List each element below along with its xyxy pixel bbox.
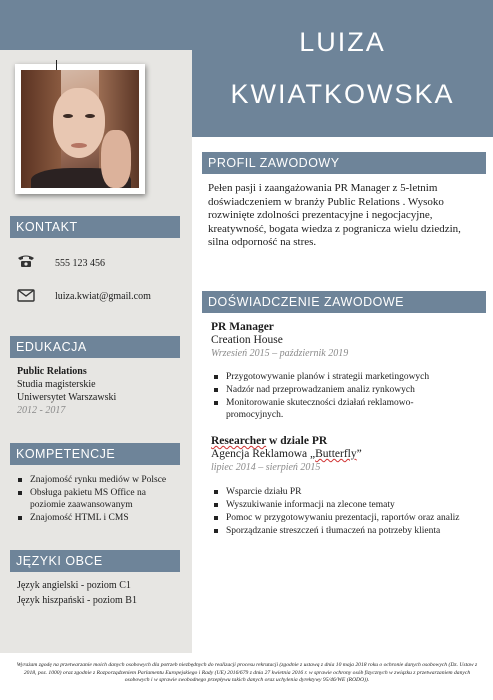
portrait-image <box>21 70 139 188</box>
education-school: Uniwersytet Warszawski <box>17 392 117 403</box>
job-dates: lipiec 2014 – sierpień 2015 <box>211 462 321 473</box>
name-header <box>192 0 493 137</box>
job-company: Creation House <box>211 334 283 346</box>
job-dates: Wrzesień 2015 – październik 2019 <box>211 348 349 359</box>
job-title-rest: w dziale PR <box>266 435 328 447</box>
education-heading: EDUKACJA <box>10 336 180 358</box>
list-item: Znajomość rynku mediów w Polsce <box>16 474 181 486</box>
contact-email[interactable]: luiza.kwiat@gmail.com <box>55 291 151 302</box>
contact-heading: KONTAKT <box>10 216 180 238</box>
first-name: LUIZA <box>299 27 386 57</box>
list-item: Przygotowywanie planów i strategii marketingowych <box>212 371 452 383</box>
list-item: Monitorowanie skuteczności działań reklamowo-promocyjnych. <box>212 397 452 421</box>
education-field: Public Relations <box>17 366 87 377</box>
language-item: Język hiszpański - poziom B1 <box>17 595 137 606</box>
last-name: KWIATKOWSKA <box>230 79 455 109</box>
list-item: Nadzór nad przeprowadzaniem analiz rynkowych <box>212 384 452 396</box>
gdpr-clause: Wyrażam zgodę na przetwarzanie moich danych osobowych dla potrzeb niezbędnych do realizacji procesu rekrutacji (zgodnie z ustawą z dnia 10 maja 2018 roku o ochronie danych osobowych (Dz. Ustaw z 2018, poz. 1000) oraz zgodnie z Rozporządzeniem Parlamentu Europejskiego i Rady (UE) 2016/679 z dnia 27 kwietnia 2016 r. w sprawie ochrony osób fizycznych w związku z przetwarzaniem danych osobowych i w sprawie swobodnego przepływu takich danych oraz uchylenia dyrektywy 95/46/WE (RODO)). <box>16 662 478 683</box>
mail-icon <box>17 288 35 302</box>
job-title <box>211 435 327 448</box>
job-company: Agencja Reklamowa „Butterfly” <box>211 448 362 460</box>
language-item: Język angielski - poziom C1 <box>17 580 131 591</box>
job-title-word: Researcher <box>211 435 267 447</box>
phone-icon <box>17 254 35 268</box>
skills-list <box>16 474 181 525</box>
contact-phone: 555 123 456 <box>55 258 105 269</box>
list-item: Wyszukiwanie informacji na zlecone tematy <box>212 499 484 511</box>
list-item: Pomoc w przygotowywaniu prezentacji, raportów oraz analiz <box>212 512 484 524</box>
education-degree: Studia magisterskie <box>17 379 96 390</box>
skills-heading: KOMPETENCJE <box>10 443 180 465</box>
job-duties <box>212 486 484 538</box>
job-title: PR Manager <box>211 321 274 333</box>
education-years: 2012 - 2017 <box>17 405 66 416</box>
experience-heading: DOŚWIADCZENIE ZAWODOWE <box>202 291 486 313</box>
languages-heading: JĘZYKI OBCE <box>10 550 180 572</box>
profile-heading: PROFIL ZAWODOWY <box>202 152 486 174</box>
list-item: Sporządzanie streszczeń i tłumaczeń na potrzeby klienta <box>212 525 484 537</box>
list-item: Znajomość HTML i CMS <box>16 512 181 524</box>
job-duties <box>212 371 452 422</box>
list-item: Obsługa pakietu MS Office na poziomie zaawansowanym <box>16 487 181 511</box>
list-item: Wsparcie działu PR <box>212 486 484 498</box>
profile-text: Pełen pasji i zaangażowania PR Manager z 5-letnim doświadczeniem w branży Public Relations . Wysoko rozwinięte zdolności prezentacyjne i negocjacyjne, kreatywność, bogata wiedza z pogranicza wielu dziedzin, silna odporność na stres. <box>208 182 461 248</box>
profile-photo <box>15 64 145 194</box>
text-cursor <box>56 60 57 70</box>
